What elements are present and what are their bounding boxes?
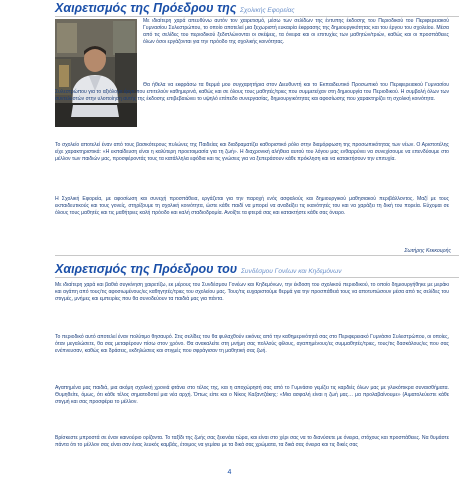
section1-title: Χαιρετισμός της Πρόεδρου της xyxy=(55,1,237,15)
section2-paragraph-3: Αγαπημένα μας παιδιά, μια ακόμη σχολική χρονιά φτάνει στο τέλος της, και η αποχώρησή σας από το Γυμνάσιο γεμίζει τις καρδιές όλων μας με γλυκόπικρα συναισθήματα. Θυμηθείτε, όμως, ότι κάθε τέλος σηματοδοτεί μια νέα αρχή. Όπως είπε και ο Νίκος Καζαντζάκης: «Μια ασφαλή είναι η ζωή μας… μα προλαβαίνουμε» (Αιματολεύεστε κάθε στιγμή και σας προσφέρει το μέλλον. xyxy=(55,385,449,406)
section2-paragraph-1: Με ιδιαίτερη χαρά και βαθιά συγκίνηση χαιρετίζω, εκ μέρους του Συνδέσμου Γονέων και Κηδεμόνων, την έκδοση του σχολικού περιοδικού, το οποίο δημιουργήθηκε με μεράκι και αγάπη από τους/τις αφοσιωμένους/ες καθηγητές/τριες του σχολείου μας. Τους/τις ευχαριστούμε θερμά για την προσπάθειά τους να αποτυπώσουν μέσα από τις σελίδες του στιγμές, μνήμες και εμπειρίες που θα συνοδεύουν τα παιδιά μας για πάντα. xyxy=(55,282,449,303)
section2-paragraph-2: Το περιοδικό αυτό αποτελεί έναν πολύτιμο θησαυρό. Στις σελίδες του θα φυλαχθούν εικόνες από την καθημερινότητά σας στο Περιφερειακό Γυμνάσιο Συλεστρώπου, οι οποίες, όταν μεγαλώσετε, θα σας μεταφέρουν πίσω στον χρόνο. Θα ανακαλείτε στη μνήμη σας πολλούς φίλους, αγαπημένους/ες συμμαθητές/τριες, τους/τις δασκάλους/ες που σας ενέπνευσαν, καθώς και δράσεις, εκδηλώσεις και στιγμές που σφράγισαν τη μαθητική σας ζωή. xyxy=(55,334,449,355)
section2-paragraph-4: Βρίσκεστε μπροστά σε έναν καινούριο ορίζοντα. Το ταξίδι της ζωής σας ξεκινάει τώρα, και είναι στο χέρι σας να το διανύσετε με όνειρα, στόχους και προσπάθειες. Να θυμάστε πάντα ότι το μέλλον σας είναι σαν ένας λευκός καμβάς, έτοιμος να γεμίσει με τα δικά σας χρώματα, τα δικά σας όνειρα και τις δικές σας xyxy=(55,435,449,449)
section2-title: Χαιρετισμός της Πρόεδρου του xyxy=(55,262,238,276)
section1-header xyxy=(55,2,459,17)
signature-divider xyxy=(55,255,459,256)
president-photo xyxy=(55,19,137,127)
page-number: 4 xyxy=(227,469,232,476)
section1-signature: Σωτήρης Κεκκουρής xyxy=(404,248,451,254)
section1-paragraph-3: Το σχολείο αποτελεί έναν από τους βασικότερους πυλώνες της Παιδείας και διαδραματίζει καθοριστικό ρόλο στην διαμόρφωση της προσωπικότητας των νέων. Ο Αριστοτέλης είχε χαρακτηριστικά: «Η εκπαίδευση είναι η καλύτερη προετοιμασία για τη ζωή». Η διαχρονική αλήθεια αυτού του λόγου μας ενθαρρύνει να συνεχίσουμε να επενδύουμε στο μέλλον των παιδιών μας, προσφέροντάς τους τα κατάλληλα εφόδια και τις γνώσεις για να ξεπεράσουν κάθε πρόκληση και να κατακτήσουν την επιτυχία. xyxy=(55,142,449,163)
section1-paragraph-1: Με ιδιαίτερη χαρά απευθύνω αυτόν τον χαιρετισμό, μέσω των σελίδων της έντυπης έκδοσης του Περιοδικού του Περιφερειακού Γυμνασίου Συλεστρώπου, το οποίο αποτελεί μια ξεχωριστή ευκαιρία έκφρασης της δημιουργικότητας και του έργου του σχολείου. Μέσα από τις σελίδες του περιοδικού ξεδιπλώνονται οι σκέψεις, τα όνειρα και οι επιτυχίες των μαθητών/τριών, καθώς και οι προσπάθειες όλων όσοι εργάζονται για την πρόοδο της σχολικής κοινότητας. xyxy=(143,18,449,46)
portrait-image xyxy=(55,19,137,127)
section1-subtitle: Σχολικής Εφορείας xyxy=(240,7,295,14)
section1-paragraph-2: Θα ήθελα να εκφράσω τα θερμά μου συγχαρητήρια στον Διευθυντή και το Εκπαιδευτικό Προσωπικό του Περιφερειακού Γυμνασίου Συλεστρώπου για το αξιόλογο έργο που επιτελούν καθημερινά, καθώς και σε όλους τους μαθητές/τριες που συμμετείχαν στη δημιουργία του Περιοδικού. Η συμβολή όλων των συντελεστών στην υλοποίηση αυτής της έκδοσης επιβεβαιώνει το υψηλό επίπεδο συνεργασίας, δημιουργικότητας και αφοσίωσης που χαρακτηρίζει τη σχολική κοινότητα. xyxy=(55,82,449,103)
section1-paragraph-4: Η Σχολική Εφορεία, με αφοσίωση και συνεχή προσπάθεια, εργάζεται για την παροχή ενός ασφαλούς και δημιουργικού μαθησιακού περιβάλλοντος. Μαζί με τους εκπαιδευτικούς και τους γονείς, στηρίζουμε τη σχολική κοινότητα, ώστε κάθε παιδί να μπορεί να αναδείξει τις ικανότητές του και να χαράξει τη δική του πορεία. Εύχομαι σε όλους τους μαθητές και τις μαθήτριες καλή πρόοδο και καλή σταδιοδρομία. Ανοίξτε τα φτερά σας και κατακτήστε κάθε σας όνειρο. xyxy=(55,196,449,217)
section2-header xyxy=(55,263,459,278)
section2-subtitle: Συνδέσμου Γονέων και Κηδεμόνων xyxy=(241,268,342,275)
